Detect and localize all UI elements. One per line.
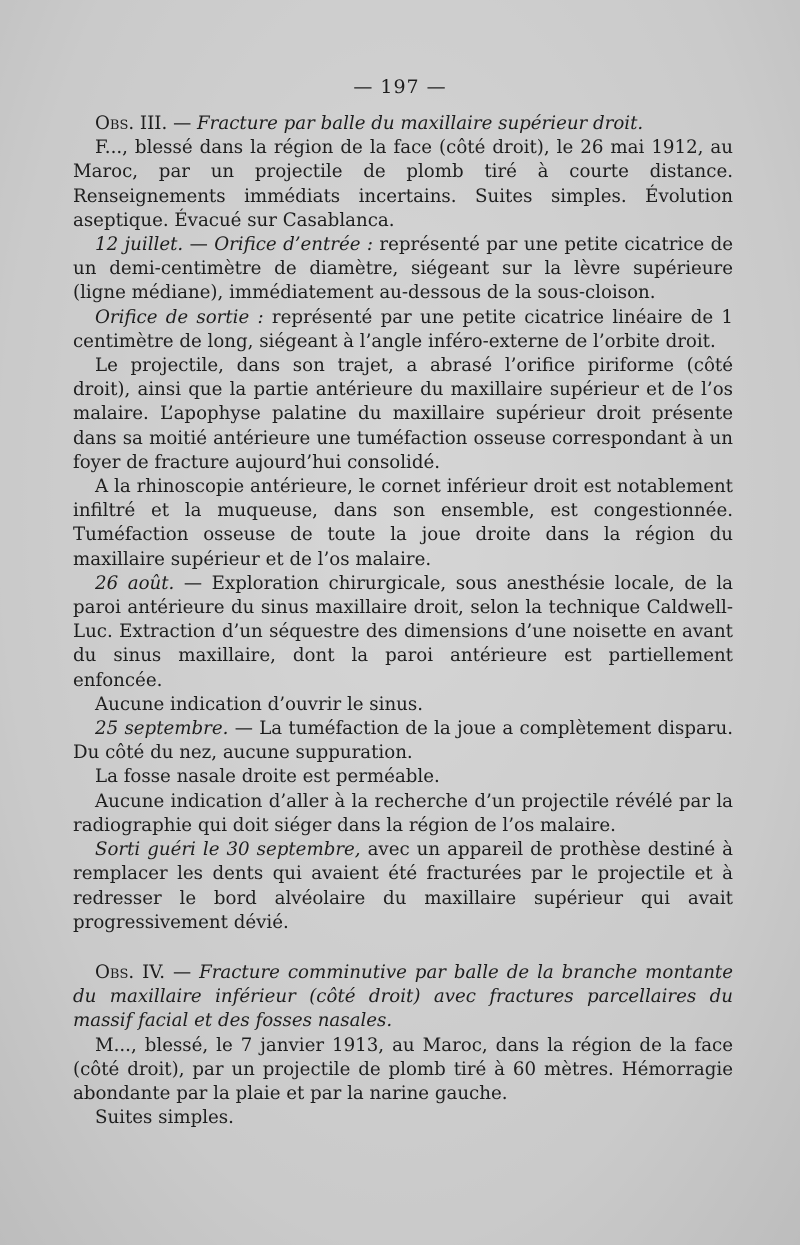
obs3-discharge-text: avec un appareil de prothèse destiné à remplacer les dents qui avaient été fracturées par le projectile et à redresser le bord alvéolaire du maxillaire supérieur qui avait progressivement dévié. xyxy=(73,839,733,933)
obs3-trajectory-paragraph: Le projectile, dans son trajet, a abrasé l’orifice piriforme (côté droit), ainsi que la partie antérieure du maxillaire supérieur et de l’os malaire. L’apophyse palatine du maxillaire supérieur droit présente dans sa moitié antérieure une tuméfaction osseuse correspondant à un foyer de fracture aujourd’hui consolidé. xyxy=(73,355,733,473)
obs3-heading: Obs. III. — Fracture par balle du maxillaire supérieur droit. xyxy=(95,113,644,134)
section-gap xyxy=(73,935,733,961)
obs3-intro: F..., blessé dans la région de la face (côté droit), le 26 mai 1912, au Maroc, par un projectile de plomb tiré à courte distance. Renseignements immédiats incertains. Suites simples. Évolution aseptique. Évacué sur Casablanca. xyxy=(73,137,733,231)
obs4-title: Fracture comminutive par balle de la branche montante du maxillaire inférieur (côté droit) avec fractures parcellaires du massif facial et des fosses nasales. xyxy=(73,961,733,1032)
obs3-radiography-paragraph: Aucune indication d’aller à la recherche d’un projectile révélé par la radiographie qui doit siéger dans la région de l’os malaire. xyxy=(73,790,733,836)
page-number: — 197 — xyxy=(353,76,447,98)
obs3-september-paragraph xyxy=(73,717,733,765)
obs3-august-text: — Exploration chirurgicale, sous anesthésie locale, de la paroi antérieure du sinus maxillaire droit, selon la technique Caldwell-Luc. Extraction d’un séquestre des dimensions d’une noisette en avant du sinus maxillaire, dont la paroi antérieure est partiellement enfoncée. xyxy=(73,572,733,691)
obs3-september-text: — La tuméfaction de la joue a complètement disparu. Du côté du nez, aucune suppuration. xyxy=(73,718,733,764)
obs4-label: Obs. IV. xyxy=(95,961,166,983)
obs3-title: Fracture par balle du maxillaire supérieur droit. xyxy=(197,113,644,134)
obs4-suites: Suites simples. xyxy=(95,1107,234,1129)
obs4-intro: M..., blessé, le 7 janvier 1913, au Maroc, dans la région de la face (côté droit), par un projectile de plomb tiré à 60 mètres. Hémorragie abondante par la plaie et par la narine gauche. xyxy=(73,1034,733,1104)
obs3-date-september: 25 septembre. xyxy=(95,718,229,740)
page-body xyxy=(73,112,733,1130)
dash: — xyxy=(183,234,215,256)
obs3-entry-paragraph xyxy=(73,233,733,306)
obs3-entry-term: Orifice d’entrée : xyxy=(214,234,374,256)
obs3-entry-text: représenté par une petite cicatrice de un demi-centimètre de diamètre, siégeant sur la lèvre supérieure (ligne médiane), immédiatement au-dessous de la sous-cloison. xyxy=(73,234,733,304)
obs3-discharge-paragraph xyxy=(73,838,733,935)
obs3-label: Obs. III. xyxy=(95,113,168,134)
obs3-discharge-term: Sorti guéri le 30 septembre, xyxy=(95,839,361,861)
obs3-date-july: 12 juillet. xyxy=(95,234,184,256)
obs3-nasal-paragraph: La fosse nasale droite est perméable. xyxy=(95,766,440,788)
obs3-date-august: 26 août. xyxy=(95,572,175,594)
dash: — xyxy=(165,961,200,983)
obs3-august-paragraph xyxy=(73,572,733,693)
obs3-sinus-paragraph: Aucune indication d’ouvrir le sinus. xyxy=(95,693,423,715)
obs3-exit-term: Orifice de sortie : xyxy=(95,306,264,328)
obs4-heading xyxy=(73,961,733,1034)
obs3-rhinoscopy-paragraph: A la rhinoscopie antérieure, le cornet inférieur droit est notablement infiltré et la muqueuse, dans son ensemble, est congestionnée. Tuméfaction osseuse de toute la joue droite dans la région du maxillaire supérieur et de l’os malaire. xyxy=(73,476,733,570)
obs3-exit-text: représenté par une petite cicatrice linéaire de 1 centimètre de long, siégeant à l’angle inféro-externe de l’orbite droit. xyxy=(73,306,734,352)
obs3-exit-paragraph xyxy=(73,306,733,354)
